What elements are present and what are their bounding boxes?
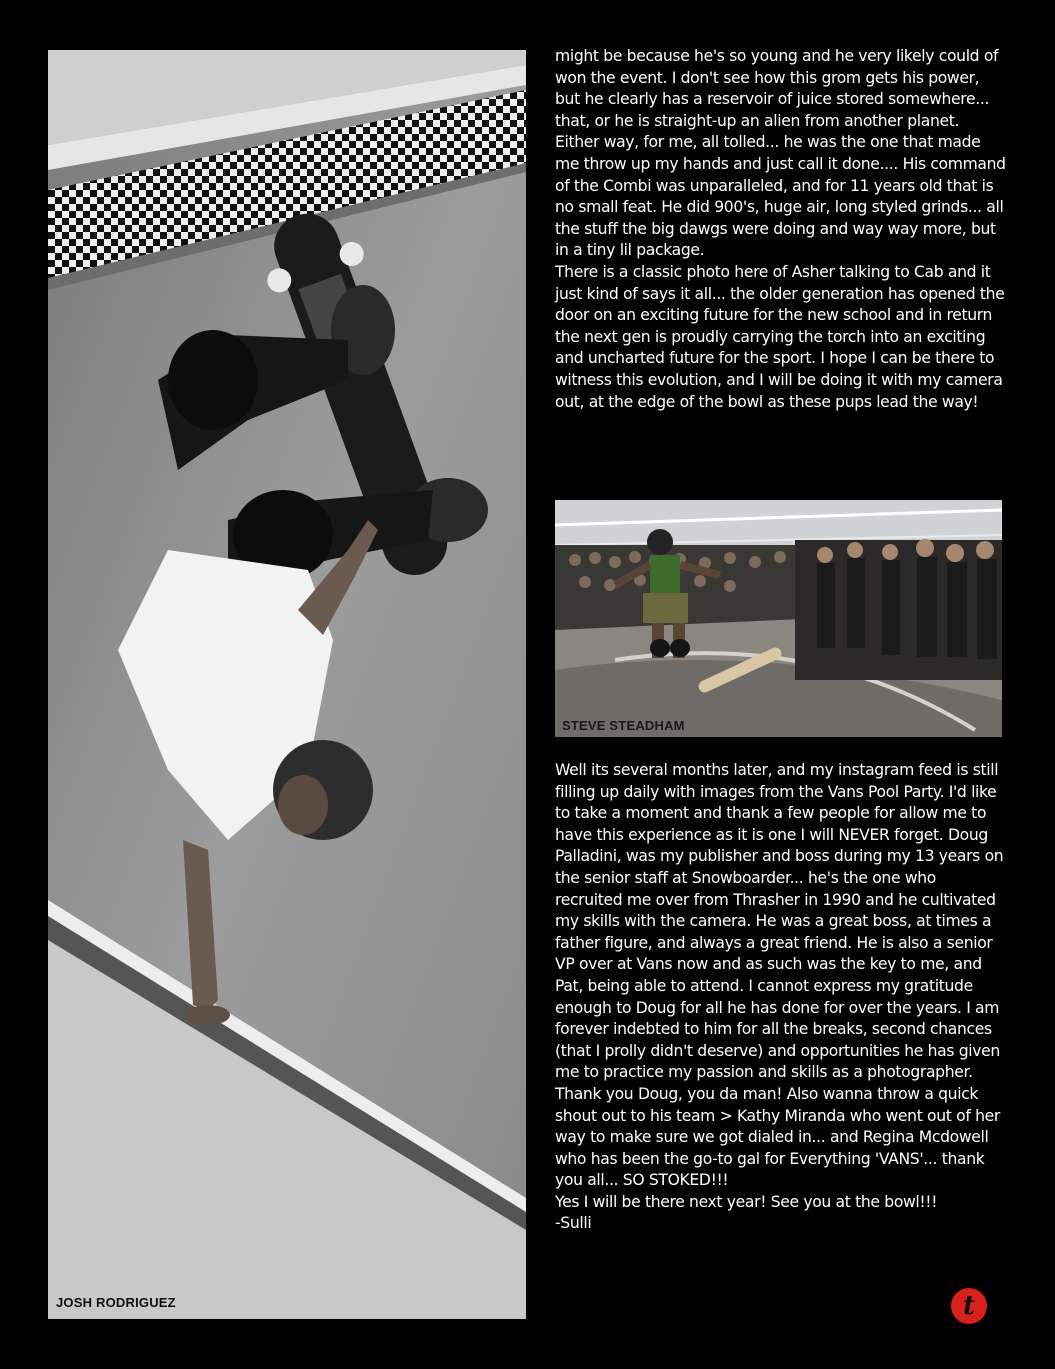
article-signature: -Sulli: [555, 1214, 592, 1233]
handplant-illustration: [48, 50, 526, 1319]
crowd-illustration: [555, 500, 1002, 737]
photo-credit-right: STEVE STEADHAM: [562, 718, 685, 733]
magazine-logo-icon: t: [951, 1288, 987, 1324]
article-paragraph-3: Well its several months later, and my instagram feed is still filling up daily with images from the Vans Pool Party. I'd like to take a moment and thank a few people for allow me to have this experience as it is one I will NEVER forget. Doug Palladini, was my publisher and boss during my 13 years on the senior staff at Snowboarder... he's the one who recruited me over from Thrasher in 1990 and he cultivated my skills with the camera. He was a great boss, at times a father figure, and always a great friend. He is also a senior VP over at Vans now and as such was the key to me, and Pat, being able to attend. I cannot express my gratitude enough to Doug for all he has done for over the years. I am forever indebted to him for all the breaks, second chances (that I prolly didn't deserve) and opportunities he has given me to practice my passion and skills as a photographer. Thank you Doug, you da man! Also wanna throw a quick shout out to his team > Kathy Miranda who went out of her way to make sure we got dialed in... and Regina Mcdowell who has been the go-to gal for Everything 'VANS'... thank you all... SO STOKED!!!: [555, 761, 1004, 1190]
photo-credit-left: JOSH RODRIGUEZ: [56, 1295, 176, 1310]
article-paragraph-1: might be because he's so young and he very likely could of won the event. I don't see how this grom gets his power, but he clearly has a reservoir of juice stored somewhere... that, or he is straight-up an alien from another planet. Either way, for me, all tolled... he was the one that made me throw up my hands and just call it done.... His command of the Combi was unparalleled, and for 11 years old that is no small feat. He did 900's, huge air, long styled grinds... all the stuff the big dawgs were doing and way way more, but in a tiny lil package.: [555, 47, 1006, 260]
article-column-top: [555, 46, 1007, 413]
skater-handplant-photo: [48, 50, 526, 1319]
article-closing-line: Yes I will be there next year! See you at the bowl!!!: [555, 1192, 938, 1211]
pool-party-crowd-photo: [555, 500, 1002, 737]
article-paragraph-2: There is a classic photo here of Asher talking to Cab and it just kind of says it all... the older generation has opened the door on an exciting future for the new school and in return the next gen is proudly carrying the torch into an exciting and uncharted future for the sport. I hope I can be there to witness this evolution, and I will be doing it with my camera out, at the edge of the bowl as these pups lead the way!: [555, 262, 1005, 411]
article-column-bottom: [555, 760, 1007, 1235]
